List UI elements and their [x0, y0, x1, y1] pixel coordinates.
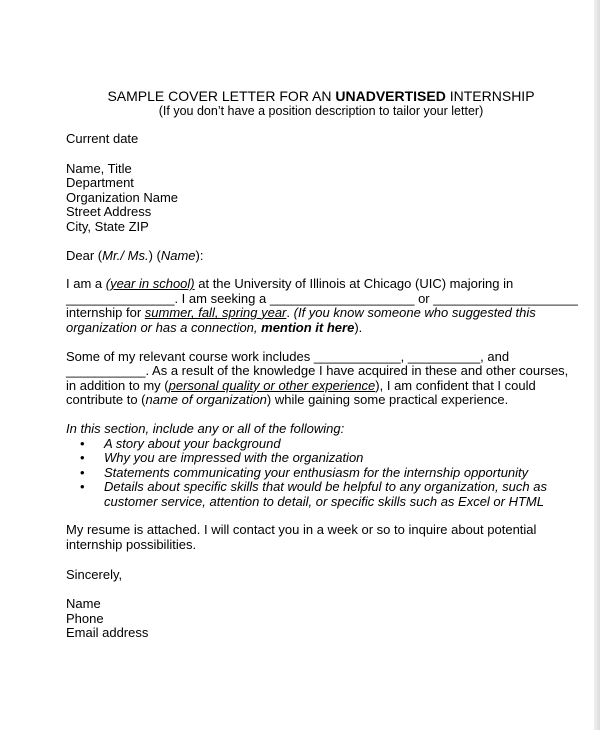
para2-line3	[66, 379, 576, 394]
referral-note-cont: organization or has a connection,	[66, 319, 262, 335]
bullet-icon: •	[80, 464, 85, 480]
para2-text: ), I am confident that I could	[375, 377, 536, 393]
para1-text: at the University of Illinois at Chicago (UIC) majoring in	[194, 276, 514, 292]
list-item-text: Why you are impressed with the organization	[104, 450, 364, 466]
section-guidance	[66, 422, 576, 510]
list-item-text: A story about your background	[104, 435, 281, 451]
guidance-list	[66, 437, 576, 510]
salutation-mid: ) (	[148, 247, 161, 263]
paragraph-intro	[66, 277, 576, 335]
blank-course-1: ____________	[313, 348, 401, 364]
para1-text: internship for	[66, 305, 145, 321]
para1-text: I am a	[66, 276, 106, 292]
organization-name-placeholder: name of organization	[145, 392, 267, 408]
title-text-bold: UNADVERTISED	[335, 88, 446, 104]
recipient-organization: Organization Name	[66, 189, 178, 205]
para1-line2	[66, 292, 576, 307]
year-in-school: (year in school)	[105, 276, 195, 292]
paragraph-closing	[66, 523, 576, 552]
internship-terms: summer, fall, spring	[144, 305, 262, 321]
para2-line2	[66, 364, 576, 379]
blank-position-1: ____________________	[269, 290, 415, 306]
para1-text: ).	[354, 319, 363, 335]
para1-text: . I am seeking a	[174, 290, 270, 306]
recipient-name-title: Name, Title	[66, 160, 132, 176]
page-edge	[594, 0, 600, 730]
para2-text: contribute to (	[66, 392, 146, 408]
para1-line3	[66, 306, 576, 321]
bullet-icon: •	[80, 450, 85, 466]
bullet-icon: •	[80, 435, 85, 451]
list-item	[66, 466, 576, 481]
para1-line1	[66, 277, 576, 292]
date-line: Current date	[66, 131, 139, 146]
salutation-name: Name	[160, 247, 196, 263]
cover-letter-document	[66, 88, 576, 641]
closing-line1: My resume is attached. I will contact you in a week or so to inquire about potential	[66, 522, 537, 538]
blank-position-2: ____________________	[433, 290, 578, 306]
salutation-pre: Dear (	[66, 247, 103, 263]
bullet-icon: •	[80, 479, 85, 495]
blank-course-3: ___________	[66, 363, 146, 379]
section-intro: In this section, include any or all of the following:	[66, 420, 345, 436]
document-title	[64, 88, 578, 104]
referral-note: (If you know someone who suggested this	[293, 305, 536, 321]
paragraph-coursework	[66, 350, 576, 408]
recipient-department: Department	[66, 175, 134, 191]
signature-phone: Phone	[66, 610, 104, 626]
para2-line1	[66, 350, 576, 365]
para1-text: .	[286, 305, 294, 321]
signature-email: Email address	[66, 625, 149, 641]
para1-line4	[66, 321, 576, 336]
title-text-post: INTERNSHIP	[445, 88, 535, 104]
blank-major: _______________	[66, 290, 175, 306]
list-item	[66, 437, 576, 452]
para2-text: ) while gaining some practical experience.	[266, 392, 509, 408]
recipient-address	[66, 162, 576, 235]
list-item	[66, 451, 576, 466]
signature-block	[66, 597, 576, 641]
salutation-post: ):	[195, 247, 204, 263]
recipient-street: Street Address	[66, 204, 152, 220]
signoff: Sincerely,	[66, 566, 123, 582]
list-item	[66, 480, 576, 509]
para2-text: . As a result of the knowledge I have acquired in these and other courses,	[145, 363, 569, 379]
para2-text: ,	[400, 348, 408, 364]
para2-text: in addition to my (	[66, 377, 169, 393]
para2-line4	[66, 393, 576, 408]
recipient-city: City, State ZIP	[66, 218, 149, 234]
document-subtitle: (If you don’t have a position description to tailor your letter)	[158, 104, 484, 118]
list-item-text: Statements communicating your enthusiasm for the internship opportunity	[104, 464, 529, 480]
mention-it-here: mention it here	[261, 319, 355, 335]
closing-line2: internship possibilities.	[66, 537, 197, 553]
blank-course-2: __________	[407, 348, 481, 364]
salutation	[66, 249, 576, 264]
para2-text: Some of my relevant course work includes	[66, 348, 314, 364]
para1-text: or	[414, 290, 434, 306]
salutation-title: Mr./ Ms.	[102, 247, 149, 263]
list-item-text: Details about specific skills that would be helpful to any organization, such as	[104, 479, 547, 495]
para2-text: , and	[480, 348, 510, 364]
list-item-text-cont: customer service, attention to detail, or specific skills such as Excel or HTML	[104, 493, 544, 509]
personal-quality: personal quality or other experience	[168, 377, 376, 393]
signature-name: Name	[66, 596, 101, 612]
title-text-pre: SAMPLE COVER LETTER FOR AN	[107, 88, 336, 104]
internship-year: year	[261, 305, 287, 321]
